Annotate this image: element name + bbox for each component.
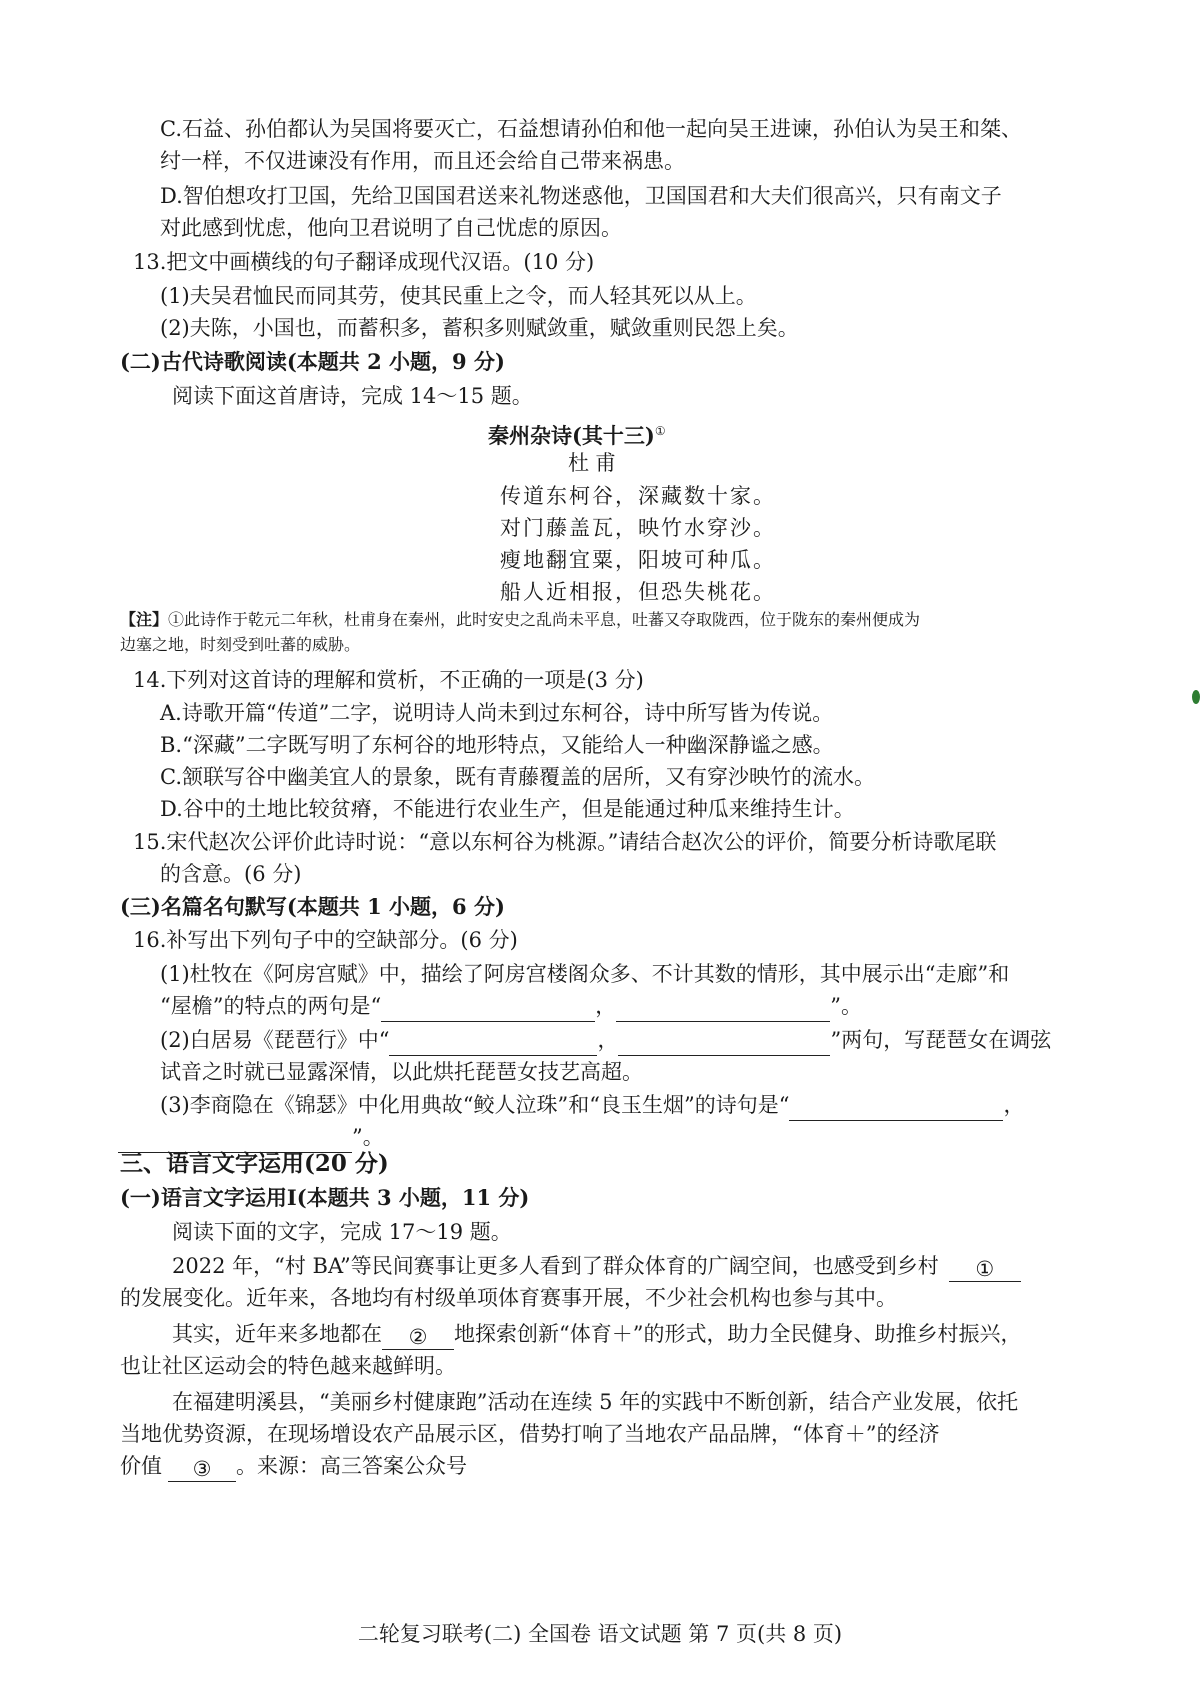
poem-note-line2: 边塞之地，时刻受到吐蕃的威胁。: [120, 635, 361, 654]
section-poetry-heading: (二)古代诗歌阅读(本题共 2 小题，9 分): [120, 349, 505, 374]
q14-option-a: A.诗歌开篇“传道”二字，说明诗人尚未到过东柯谷，诗中所写皆为传说。: [160, 701, 834, 725]
page-footer: 二轮复习联考(二) 全国卷 语文试题 第 7 页(共 8 页): [357, 1622, 843, 1646]
q16-item2-line1: [160, 1024, 1051, 1056]
poem-line-2: 对门藤盖瓦，映竹水穿沙。: [500, 516, 776, 540]
poem-line-3: 瘦地翻宜粟，阳坡可种瓜。: [500, 548, 776, 572]
passage-p3-line3: [120, 1450, 467, 1482]
q13-sentence-1: (1)夫吴君恤民而同其劳，使其民重上之令，而人轻其死以从上。: [160, 284, 757, 308]
q16-item1-prefix: “屋檐”的特点的两句是“: [160, 994, 382, 1018]
passage-p1-line1: [172, 1250, 1021, 1282]
q16-item1-line1: (1)杜牧在《阿房宫赋》中，描绘了阿房宫楼阁众多、不计其数的情形，其中展示出“走廊”和: [160, 962, 1010, 986]
q14-stem: 14.下列对这首诗的理解和赏析，不正确的一项是(3 分): [133, 668, 644, 692]
q16-item3-comma: ，: [1003, 1093, 1025, 1117]
q12-option-d-line2: 对此感到忧虑，他向卫君说明了自己忧虑的原因。: [160, 216, 622, 240]
passage-p2-line2: 也让社区运动会的特色越来越鲜明。: [120, 1354, 456, 1378]
q16-item3-prefix: (3)李商隐在《锦瑟》中化用典故“鲛人泣珠”和“良玉生烟”的诗句是“: [160, 1093, 790, 1117]
scan-mark-dot: [1192, 690, 1200, 704]
poem-title-text: 秦州杂诗(其十三): [488, 423, 655, 448]
section-language-heading: (一)语言文字运用Ⅰ(本题共 3 小题，11 分): [120, 1185, 530, 1210]
q16-item3-end: ”。: [352, 1125, 384, 1149]
answer-blank-3[interactable]: [389, 1029, 597, 1056]
passage-p1-line2: 的发展变化。近年来，各地均有村级单项体育赛事开展，不少社会机构也参与其中。: [120, 1286, 897, 1310]
passage-p2-line1: [172, 1318, 1021, 1350]
answer-blank-1[interactable]: [381, 995, 595, 1022]
passage-p3-prefix: 价值: [120, 1454, 162, 1478]
poem-line-4: 船人近相报，但恐失桃花。: [500, 580, 776, 604]
passage-p3-line2: 当地优势资源，在现场增设农产品展示区，借势打响了当地农产品品牌，“体育＋”的经济: [120, 1422, 940, 1446]
answer-blank-5[interactable]: [789, 1094, 1003, 1121]
section-dictation-heading: (三)名篇名句默写(本题共 1 小题，6 分): [120, 894, 505, 919]
q16-item3-line1: [160, 1089, 1024, 1121]
section-language-intro: 阅读下面的文字，完成 17～19 题。: [172, 1220, 512, 1244]
passage-p3-suffix: 。来源：高三答案公众号: [236, 1454, 467, 1478]
q16-item2-prefix: (2)白居易《琵琶行》中“: [160, 1028, 390, 1052]
note-tag: 【注】: [120, 610, 169, 629]
q12-option-d-line1: D.智伯想攻打卫国，先给卫国国君送来礼物迷惑他，卫国国君和大夫们很高兴，只有南文子: [160, 184, 1002, 208]
passage-p2-prefix: 其实，近年来多地都在: [172, 1322, 382, 1346]
passage-blank-2[interactable]: ②: [382, 1321, 454, 1350]
q15-line1: 15.宋代赵次公评价此诗时说：“意以东柯谷为桃源。”请结合赵次公的评价，简要分析诗歌尾联: [133, 830, 997, 854]
poem-author: 杜甫: [568, 451, 622, 475]
passage-p1-text: 2022 年，“村 BA”等民间赛事让更多人看到了群众体育的广阔空间，也感受到乡村: [172, 1254, 939, 1278]
q16-item2-line2: 试音之时就已显露深情，以此烘托琵琶女技艺高超。: [160, 1060, 643, 1084]
q13-stem: 13.把文中画横线的句子翻译成现代汉语。(10 分): [133, 250, 595, 274]
q14-option-c: C.颔联写谷中幽美宜人的景象，既有青藤覆盖的居所，又有穿沙映竹的流水。: [160, 765, 875, 789]
q16-item1-end: ”。: [830, 994, 862, 1018]
passage-blank-3[interactable]: ③: [168, 1453, 236, 1482]
q15-line2: 的含意。(6 分): [160, 862, 302, 886]
q16-item1-comma: ，: [595, 994, 617, 1018]
passage-p2-suffix: 地探索创新“体育＋”的形式，助力全民健身、助推乡村振兴，: [454, 1322, 1022, 1346]
q12-option-c-line1: C.石益、孙伯都认为吴国将要灭亡，石益想请孙伯和他一起向吴王进谏，孙伯认为吴王和桀、: [160, 117, 1022, 141]
poem-note-marker: ①: [654, 424, 666, 438]
note-text-1: ①此诗作于乾元二年秋，杜甫身在秦州，此时安史之乱尚未平息，吐蕃又夺取陇西，位于陇东的秦州便成为: [168, 610, 921, 629]
q12-option-c-line2: 纣一样，不仅进谏没有作用，而且还会给自己带来祸患。: [160, 149, 685, 173]
q13-sentence-2: (2)夫陈，小国也，而蓄积多，蓄积多则赋敛重，赋敛重则民怨上矣。: [160, 316, 799, 340]
section-poetry-intro: 阅读下面这首唐诗，完成 14～15 题。: [172, 384, 533, 408]
passage-p3-line1: 在福建明溪县，“美丽乡村健康跑”活动在连续 5 年的实践中不断创新，结合产业发展，依托: [172, 1390, 1019, 1414]
answer-blank-4[interactable]: [618, 1029, 830, 1056]
answer-blank-2[interactable]: [616, 995, 830, 1022]
q16-item2-suffix: ”两句，写琵琶女在调弦: [830, 1028, 1052, 1052]
q14-option-b: B.“深藏”二字既写明了东柯谷的地形特点，又能给人一种幽深静谧之感。: [160, 733, 834, 757]
poem-note-line1: [120, 606, 920, 634]
q14-option-d: D.谷中的土地比较贫瘠，不能进行农业生产，但是能通过种瓜来维持生计。: [160, 797, 855, 821]
passage-blank-1[interactable]: ①: [949, 1253, 1021, 1282]
part3-heading: 三、语言文字运用(20 分): [120, 1150, 389, 1177]
q16-stem: 16.补写出下列句子中的空缺部分。(6 分): [133, 928, 518, 952]
q16-item1-line2: [160, 990, 862, 1022]
poem-line-1: 传道东柯谷，深藏数十家。: [500, 484, 776, 508]
q16-item2-comma: ，: [597, 1028, 619, 1052]
